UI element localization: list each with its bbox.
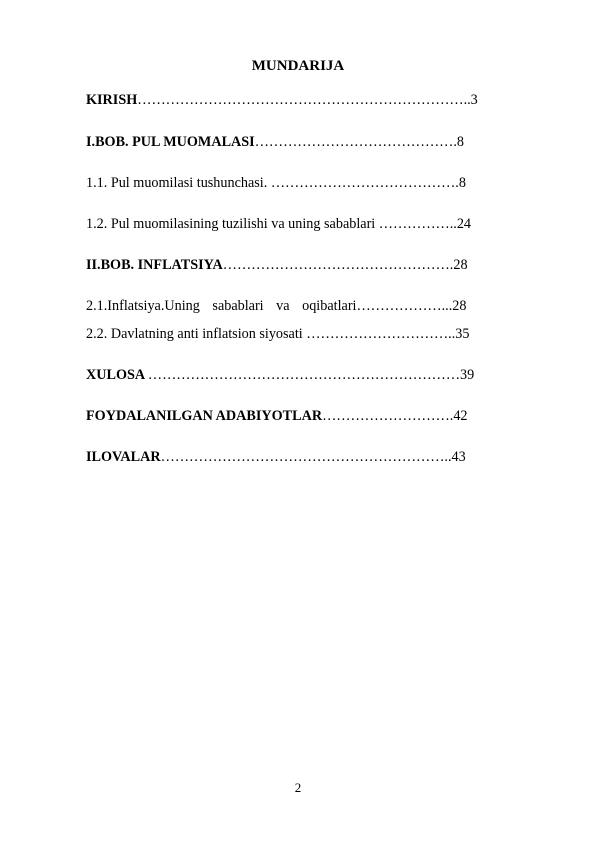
- toc-entry-leader: ……………………………………………………..43: [160, 449, 466, 465]
- toc-entry-label: 2.2. Davlatning anti inflatsion siyosati: [86, 326, 307, 342]
- toc-entry-label: KIRISH: [86, 92, 138, 108]
- toc-entry-label: II.BOB. INFLATSIYA: [86, 257, 223, 273]
- toc-entry-1-2[interactable]: [86, 215, 526, 233]
- toc-entry-xulosa[interactable]: [86, 366, 526, 384]
- toc-entry-leader: ……………………………………………………………..3: [137, 92, 478, 108]
- toc-entry-label: FOYDALANILGAN ADABIYOTLAR: [86, 408, 323, 424]
- toc-entry-kirish[interactable]: [86, 91, 526, 109]
- toc-entry-1-1[interactable]: [86, 174, 526, 192]
- toc-entry-leader: …………………………..35: [306, 326, 470, 342]
- toc-entry-label: 1.2. Pul muomilasining tuzilishi va uning sabablari: [86, 216, 379, 232]
- toc-entry-label: ILOVALAR: [86, 449, 161, 465]
- toc-entry-label: 2.1.Inflatsiya.Uning sabablari va oqibatlari: [86, 298, 357, 314]
- toc-entry-label: XULOSA: [86, 367, 148, 383]
- toc-entry-ilovalar[interactable]: [86, 448, 526, 466]
- toc-entry-adabiyotlar[interactable]: [86, 407, 526, 425]
- toc-entry-2-2[interactable]: [86, 325, 526, 343]
- toc-entry-2-1[interactable]: [86, 297, 526, 315]
- toc-entry-chapter-1[interactable]: [86, 133, 526, 151]
- toc-entry-leader: ………………………………………….28: [222, 257, 468, 273]
- toc-title: MUNDARIJA: [251, 58, 345, 74]
- toc-entry-leader: ……………..24: [378, 216, 472, 232]
- toc-entry-leader: ………………………………….8: [270, 175, 466, 191]
- toc-entry-label: I.BOB. PUL MUOMALASI: [86, 134, 255, 150]
- page-number: 2: [294, 780, 302, 795]
- toc-entry-label: 1.1. Pul muomilasi tushunchasi.: [86, 175, 271, 191]
- toc-entry-leader: ………………...28: [356, 298, 467, 314]
- toc-entry-leader: …………………………………………………………39: [147, 367, 475, 383]
- toc-entry-chapter-2[interactable]: [86, 256, 526, 274]
- toc-entry-leader: …………………………………….8: [254, 134, 464, 150]
- toc-entry-leader: ……………………….42: [322, 408, 468, 424]
